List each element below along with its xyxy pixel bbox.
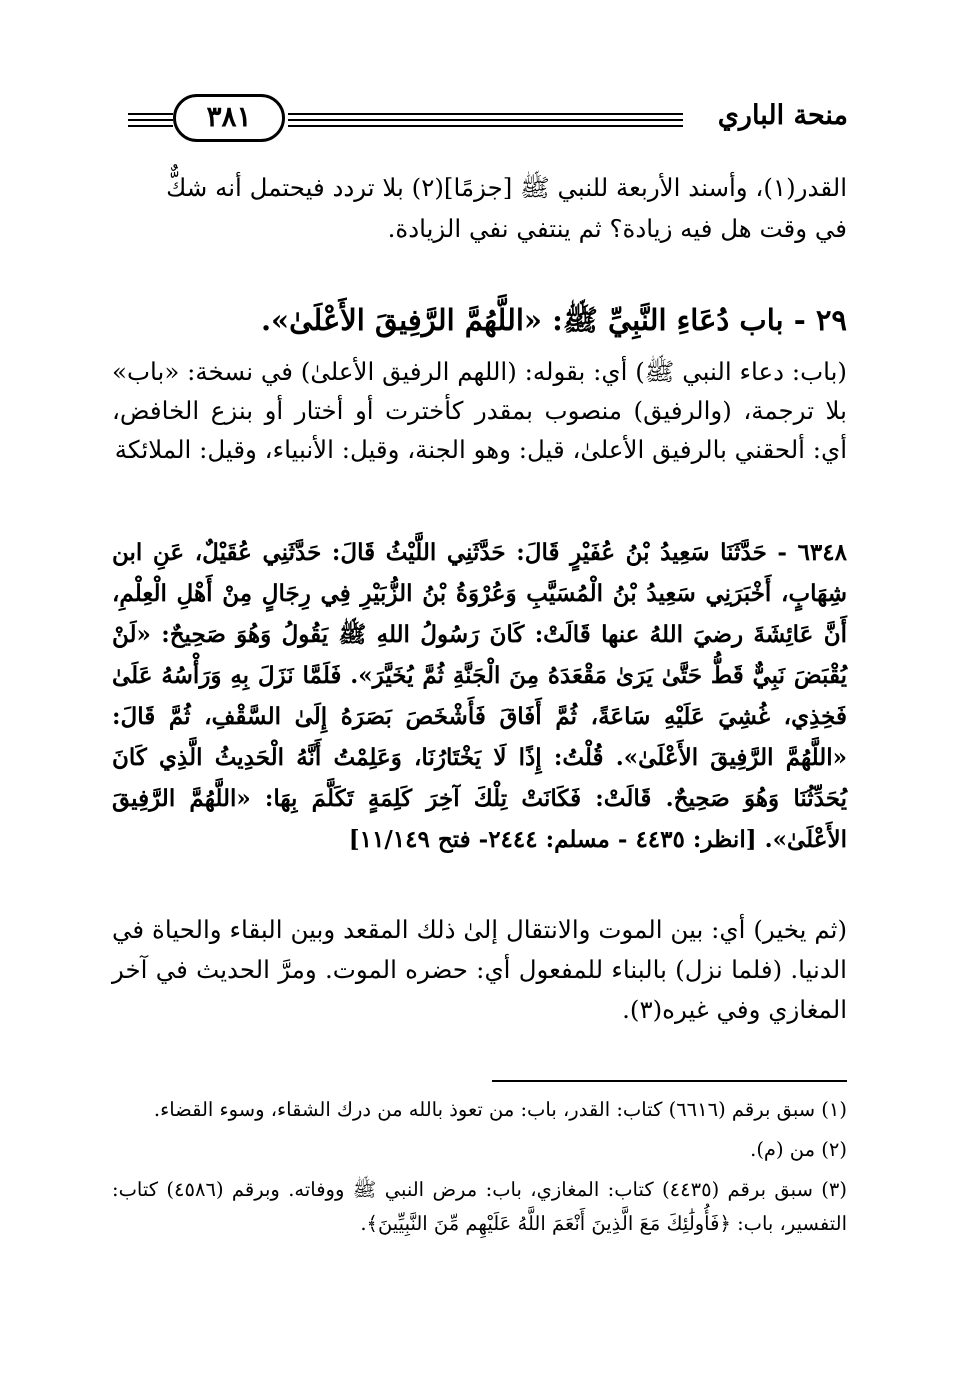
running-title: منحة الباري [717, 100, 848, 131]
header-rule [288, 119, 683, 121]
header-rule [128, 125, 173, 127]
commentary-paragraph: (باب: دعاء النبي ﷺ) أي: بقوله: (اللهم الرفيق الأعلىٰ) في نسخة: «باب» بلا ترجمة، (والرفيق) منصوب بمقدر كأخترت أو أختار أو بنزع الخافض، أي: ألحقني بالرفيق الأعلىٰ، قيل: وهو الجنة، وقيل: الأنبياء، وقيل: الملائكة [112, 357, 847, 464]
header-rule [288, 113, 683, 115]
chapter-heading: ٢٩ - باب دُعَاءِ النَّبِيِّ ﷺ: «اللَّهُمَّ الرَّفِيقَ الأَعْلَىٰ». [260, 303, 847, 337]
header-rule [128, 113, 173, 115]
paragraph-line: في وقت هل فيه زيادة؟ ثم ينتفي نفي الزيادة. [387, 214, 847, 243]
paragraph-line: القدر⁨(١)⁩، وأسند الأربعة للنبي ﷺ [جزمًا](٢) بلا تردد فيحتمل أنه شكٌّ [166, 173, 847, 202]
footnotes [112, 1093, 847, 1247]
commentary-paragraph: (ثم يخير) أي: بين الموت والانتقال إلىٰ ذلك المقعد وبين البقاء والحياة في الدنيا. (فلما نزل) بالبناء للمفعول أي: حضره الموت. ومرَّ الحديث في آخر المغازي وفي غيره(٣). [112, 915, 847, 1024]
hadith-text: ٦٣٤٨ - حَدَّثَنَا سَعِيدُ بْنُ عُفَيْرٍ قَالَ: حَدَّثَنِي اللَّيْثُ قَالَ: حَدَّثَنِي عُقَيْلٌ، عَنِ ابن شِهَابٍ، أَخْبَرَنِي سَعِيدُ بْنُ الْمُسَيَّبِ وَعُرْوَةُ بْنُ الزُّبَيْرِ فِي رِجَالٍ مِنْ أَهْلِ الْعِلْمِ، أَنَّ عَائِشَةَ رضيَ اللهُ عنها قَالَتْ: كَانَ رَسُولُ اللهِ ﷺ يَقُولُ وَهُوَ صَحِيحٌ: «لَنْ يُقْبَضَ نَبِيٌّ قَطُّ حَتَّىٰ يَرَىٰ مَقْعَدَهُ مِنَ الْجَنَّةِ ثُمَّ يُخَيَّرَ». فَلَمَّا نَزَلَ بِهِ وَرَأْسُهُ عَلَىٰ فَخِذِي، غُشِيَ عَلَيْهِ سَاعَةً، ثُمَّ أَفَاقَ فَأَشْخَصَ بَصَرَهُ إِلَىٰ السَّقْفِ، ثُمَّ قَالَ: «اللَّهُمَّ الرَّفِيقَ الأَعْلَىٰ». قُلْتُ: إِذًا لَا يَخْتَارُنَا، وَعَلِمْتُ أَنَّهُ الْحَدِيثُ الَّذِي كَانَ يُحَدِّثُنَا وَهُوَ صَحِيحٌ. قَالَتْ: فَكَانَتْ تِلْكَ آخِرَ كَلِمَةٍ تَكَلَّمَ بِهَا: «اللَّهُمَّ الرَّفِيقَ الأَعْلَىٰ». [انظر: ٤٤٣٥ - مسلم: ٢٤٤٤- فتح ١١/١٤٩] [112, 539, 847, 853]
header-rule [128, 119, 173, 121]
header-rule [288, 125, 683, 127]
footnote: (٢) من (م). [750, 1138, 847, 1161]
page-header [128, 88, 848, 146]
footnote: (١) سبق برقم (٦٦١٦) كتاب: القدر، باب: من تعوذ بالله من درك الشقاء، وسوء القضاء. [153, 1098, 847, 1121]
page-number: ٣٨١ [173, 94, 285, 142]
footnote: (٣) سبق برقم (٤٤٣٥) كتاب: المغازي، باب: مرض النبي ﷺ ووفاته. وبرقم (٤٥٨٦) كتاب: التفسير، باب: ﴿فَأُولَٰئِكَ مَعَ الَّذِينَ أَنْعَمَ اللَّهُ عَلَيْهِم مِّنَ النَّبِيِّينَ﴾. [112, 1178, 847, 1235]
paragraph-continuation [112, 167, 847, 249]
footnote-separator [492, 1080, 847, 1082]
